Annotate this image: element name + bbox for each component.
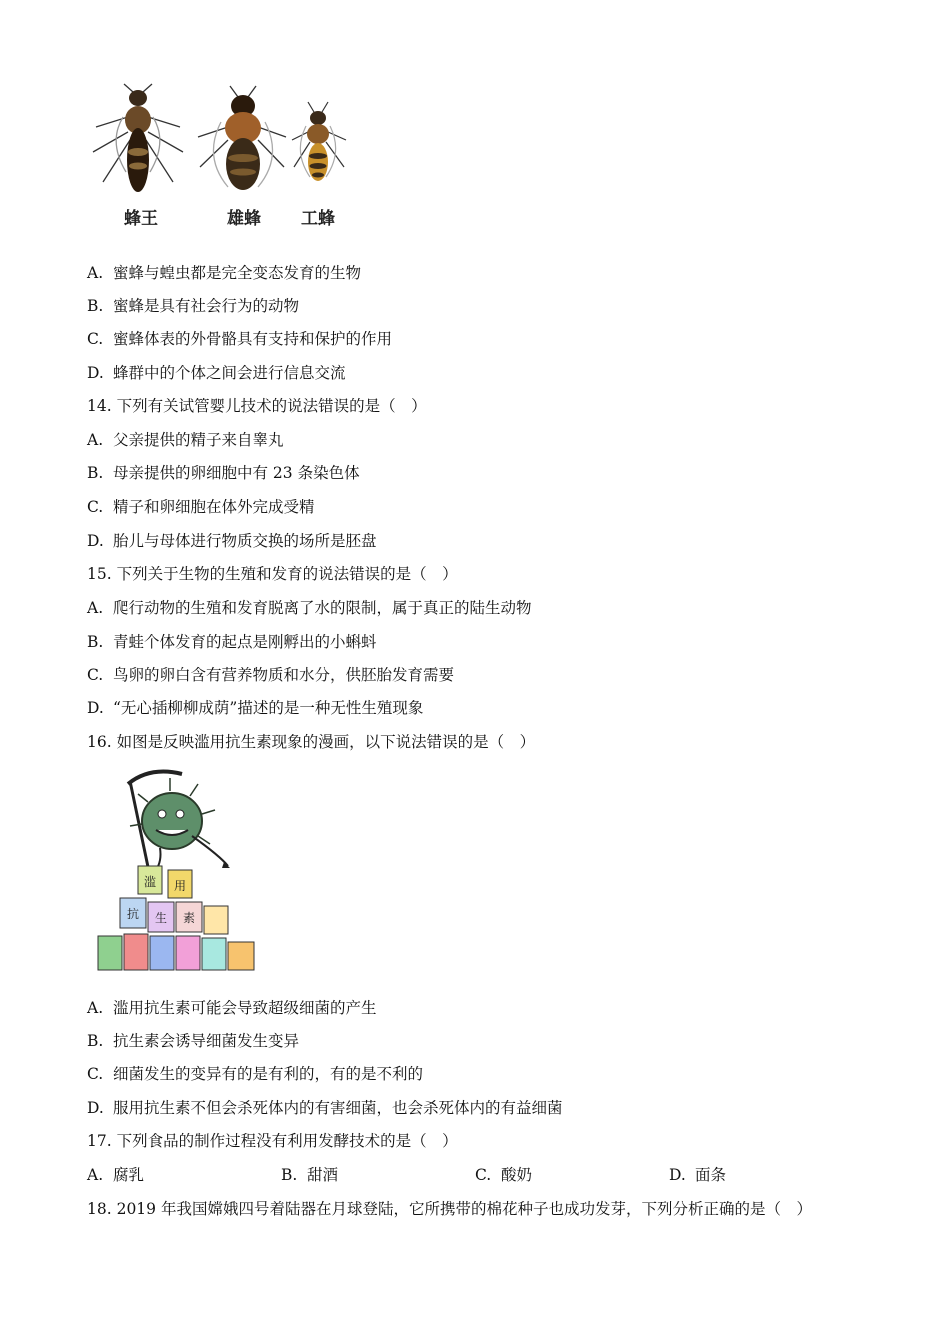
bee-label-drone: 雄蜂	[227, 209, 261, 229]
q13-option-c: C. 蜜蜂体表的外骨骼具有支持和保护的作用	[87, 330, 393, 348]
cartoon-char-2: 抗	[126, 907, 140, 921]
q14-option-c: C. 精子和卵细胞在体外完成受精	[87, 498, 315, 516]
q15-option-c: C. 鸟卵的卵白含有营养物质和水分，供胚胎发育需要	[87, 666, 455, 684]
q13-option-b: B. 蜜蜂是具有社会行为的动物	[87, 297, 300, 315]
q13-option-a: A. 蜜蜂与蝗虫都是完全变态发育的生物	[87, 264, 362, 282]
q17-option-c: C. 酸奶	[475, 1166, 533, 1184]
q18-stem: 18. 2019 年我国嫦娥四号着陆器在月球登陆，它所携带的棉花种子也成功发芽，下列分析正确的是（ ）	[87, 1200, 812, 1218]
q17-options-row	[87, 1165, 867, 1185]
cartoon-illustration	[90, 766, 270, 976]
q14-option-b: B. 母亲提供的卵细胞中有 23 条染色体	[87, 464, 360, 482]
bee-illustration	[88, 82, 363, 202]
cartoon-char-1: 用	[173, 879, 187, 893]
q17-option-a: A. 腐乳	[87, 1166, 145, 1184]
bee-label-worker: 工蜂	[301, 209, 335, 229]
bee-figure	[88, 82, 363, 232]
q14-option-d: D. 胎儿与母体进行物质交换的场所是胚盘	[87, 532, 377, 550]
q15-option-a: A. 爬行动物的生殖和发育脱离了水的限制，属于真正的陆生动物	[87, 599, 532, 617]
q17-option-d: D. 面条	[669, 1166, 727, 1184]
cartoon-char-3: 生	[154, 911, 168, 925]
q16-option-b: B. 抗生素会诱导细菌发生变异	[87, 1032, 300, 1050]
bee-label-queen: 蜂王	[124, 209, 158, 229]
cartoon-char-0: 滥	[143, 875, 157, 889]
q17-option-b: B. 甜酒	[281, 1166, 339, 1184]
q16-option-a: A. 滥用抗生素可能会导致超级细菌的产生	[87, 999, 377, 1017]
q16-option-c: C. 细菌发生的变异有的是有利的，有的是不利的	[87, 1065, 424, 1083]
q16-option-d: D. 服用抗生素不但会杀死体内的有害细菌，也会杀死体内的有益细菌	[87, 1099, 563, 1117]
q14-stem: 14. 下列有关试管婴儿技术的说法错误的是（ ）	[87, 397, 427, 415]
q15-stem: 15. 下列关于生物的生殖和发育的说法错误的是（ ）	[87, 565, 458, 583]
q17-stem: 17. 下列食品的制作过程没有利用发酵技术的是（ ）	[87, 1132, 458, 1150]
antibiotic-cartoon	[90, 766, 270, 976]
q15-option-b: B. 青蛙个体发育的起点是刚孵出的小蝌蚪	[87, 633, 377, 651]
cartoon-char-4: 素	[182, 911, 196, 925]
q16-stem: 16. 如图是反映滥用抗生素现象的漫画，以下说法错误的是（ ）	[87, 733, 536, 751]
q13-option-d: D. 蜂群中的个体之间会进行信息交流	[87, 364, 346, 382]
q14-option-a: A. 父亲提供的精子来自睾丸	[87, 431, 284, 449]
q15-option-d: D. “无心插柳柳成荫”描述的是一种无性生殖现象	[87, 699, 424, 717]
